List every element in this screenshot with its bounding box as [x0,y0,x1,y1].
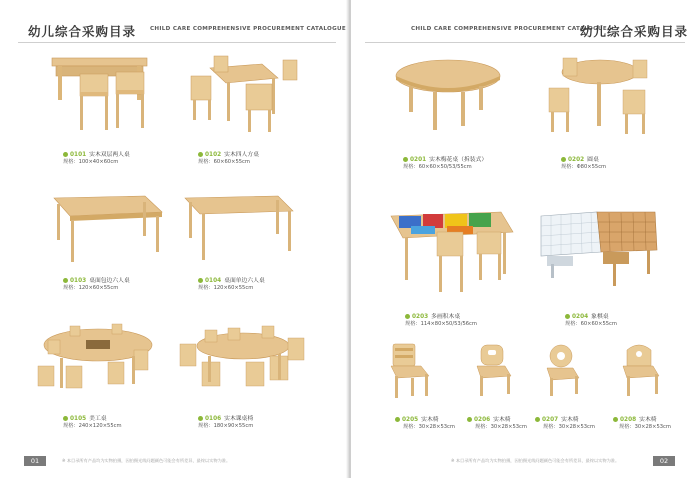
product-spec: 规格：120×60×55cm [63,285,119,291]
product-spec: 规格：60×60×55cm [198,159,250,165]
product-name: 0101 实木双层两人桌 [63,149,130,158]
product-0106-image [0,0,1,1]
product-name: 0103 桌面包边六人桌 [63,275,130,284]
product-spec: 规格：60×60×55cm [565,321,617,327]
product-spec: 规格：30×28×53cm [403,424,455,430]
product-name: 0202 圆桌 [561,154,599,163]
page-number: 01 [24,456,46,466]
product-spec: 规格：Φ80×55cm [561,164,607,170]
product-name: 0206 实木椅 [467,414,511,423]
product-name: 0106 实木课桌椅 [198,413,253,422]
left-page [0,0,349,478]
product-name: 0204 象棋桌 [565,311,609,320]
product-spec: 规格：60×60×50/53/55cm [403,164,472,170]
product-spec: 规格：30×28×53cm [475,424,527,430]
product-spec: 规格：120×60×55cm [198,285,254,291]
page-title: 幼儿综合采购目录 [28,24,137,39]
header-rule [18,42,336,43]
product-0208-image [351,0,352,1]
page-footer: ※ 本目录所有产品均为实物拍摄，因拍摄光线问题颜色可能会有所差异，最终以实物为准。 [451,458,620,463]
header-rule [365,42,685,43]
page-number: 02 [653,456,675,466]
page-footer: ※ 本目录所有产品均为实物拍摄，因拍摄光线问题颜色可能会有所差异，最终以实物为准。 [62,458,231,463]
product-name: 0207 实木椅 [535,414,579,423]
product-name: 0105 美工桌 [63,413,107,422]
right-page [351,0,700,478]
product-spec: 规格：240×120×55cm [63,423,122,429]
page-subtitle: CHILD CARE COMPREHENSIVE PROCUREMENT CATALOGUE [150,26,346,32]
product-spec: 规格：100×40×60cm [63,159,119,165]
product-spec: 规格：180×90×55cm [198,423,254,429]
product-spec: 规格：114×80×50/53/56cm [405,321,477,327]
product-spec: 规格：30×28×53cm [619,424,671,430]
product-name: 0203 多画积木桌 [405,311,460,320]
product-name: 0208 实木椅 [613,414,657,423]
page-subtitle: CHILD CARE COMPREHENSIVE PROCUREMENT CATALOGUE [411,26,607,32]
product-name: 0102 实木四人方桌 [198,149,259,158]
page-title: 幼儿综合采购目录 [580,24,689,39]
product-name: 0205 实木椅 [395,414,439,423]
product-name: 0104 桌面单边六人桌 [198,275,265,284]
product-name: 0201 实木梅花桌（拆装式） [403,154,487,163]
product-spec: 规格：30×28×53cm [543,424,595,430]
